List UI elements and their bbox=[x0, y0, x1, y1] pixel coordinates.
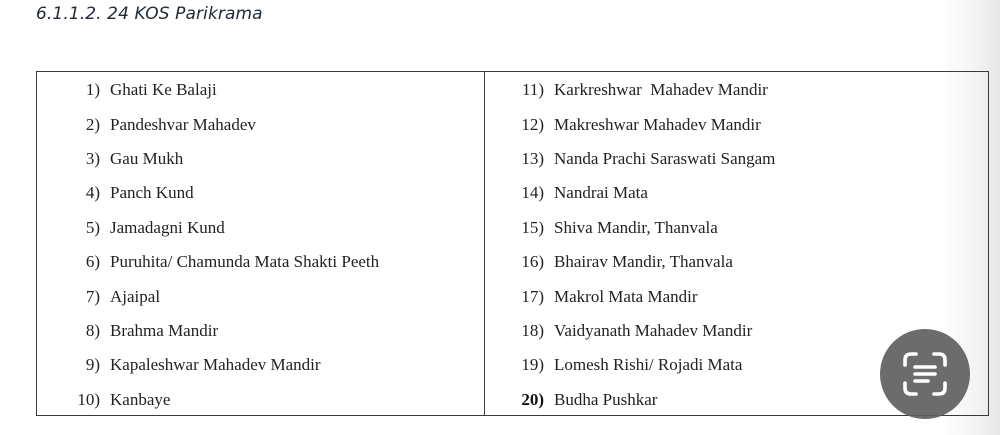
list-item bbox=[485, 107, 988, 141]
item-number: 19) bbox=[521, 355, 544, 375]
list-item bbox=[37, 314, 484, 348]
item-number: 20) bbox=[521, 389, 544, 409]
item-name: Kapaleshwar Mahadev Mandir bbox=[110, 355, 321, 375]
item-number: 12) bbox=[521, 114, 544, 134]
list-item bbox=[485, 279, 988, 313]
scan-text-icon bbox=[899, 348, 951, 400]
item-name: Ghati Ke Balaji bbox=[110, 80, 217, 100]
list-item bbox=[485, 211, 988, 245]
item-name: Vaidyanath Mahadev Mandir bbox=[554, 320, 753, 340]
item-number: 5) bbox=[85, 217, 100, 237]
list-item bbox=[37, 107, 484, 141]
item-name: Makreshwar Mahadev Mandir bbox=[554, 114, 761, 134]
list-item bbox=[485, 142, 988, 176]
list-item bbox=[37, 211, 484, 245]
item-number: 9) bbox=[85, 355, 100, 375]
places-table bbox=[36, 71, 989, 416]
list-item bbox=[485, 73, 988, 107]
list-item bbox=[37, 383, 484, 417]
item-number: 3) bbox=[85, 148, 100, 168]
item-number: 13) bbox=[521, 148, 544, 168]
item-name: Pandeshvar Mahadev bbox=[110, 114, 256, 134]
item-number: 1) bbox=[85, 80, 100, 100]
item-number: 14) bbox=[521, 183, 544, 203]
scan-text-button[interactable] bbox=[880, 329, 970, 419]
item-name: Panch Kund bbox=[110, 183, 194, 203]
list-item bbox=[485, 176, 988, 210]
list-item bbox=[37, 245, 484, 279]
item-number: 11) bbox=[521, 80, 544, 100]
item-name: Shiva Mandir, Thanvala bbox=[554, 217, 718, 237]
item-name: Kanbaye bbox=[110, 389, 171, 409]
item-number: 15) bbox=[521, 217, 544, 237]
list-item bbox=[37, 73, 484, 107]
item-name: Ajaipal bbox=[110, 286, 161, 306]
list-item bbox=[37, 348, 484, 382]
item-number: 6) bbox=[85, 252, 100, 272]
item-number: 7) bbox=[85, 286, 100, 306]
item-number: 4) bbox=[85, 183, 100, 203]
item-number: 8) bbox=[85, 320, 100, 340]
section-heading: 6.1.1.2. 24 KOS Parikrama bbox=[36, 4, 263, 24]
item-name: Karkreshwar Mahadev Mandir bbox=[554, 80, 768, 100]
item-number: 18) bbox=[521, 320, 544, 340]
left-list bbox=[37, 73, 484, 417]
item-name: Puruhita/ Chamunda Mata Shakti Peeth bbox=[110, 252, 380, 272]
item-name: Makrol Mata Mandir bbox=[554, 286, 698, 306]
item-number: 16) bbox=[521, 252, 544, 272]
list-item bbox=[37, 279, 484, 313]
item-name: Nanda Prachi Saraswati Sangam bbox=[554, 148, 776, 168]
item-name: Budha Pushkar bbox=[554, 389, 658, 409]
list-item bbox=[485, 245, 988, 279]
item-name: Nandrai Mata bbox=[554, 183, 648, 203]
item-number: 17) bbox=[521, 286, 544, 306]
item-name: Jamadagni Kund bbox=[110, 217, 225, 237]
list-item bbox=[37, 176, 484, 210]
table-column-left bbox=[37, 72, 485, 415]
list-item bbox=[37, 142, 484, 176]
item-name: Brahma Mandir bbox=[110, 320, 219, 340]
item-name: Gau Mukh bbox=[110, 148, 184, 168]
item-name: Bhairav Mandir, Thanvala bbox=[554, 252, 733, 272]
item-number: 10) bbox=[77, 389, 100, 409]
item-name: Lomesh Rishi/ Rojadi Mata bbox=[554, 355, 743, 375]
item-number: 2) bbox=[85, 114, 100, 134]
